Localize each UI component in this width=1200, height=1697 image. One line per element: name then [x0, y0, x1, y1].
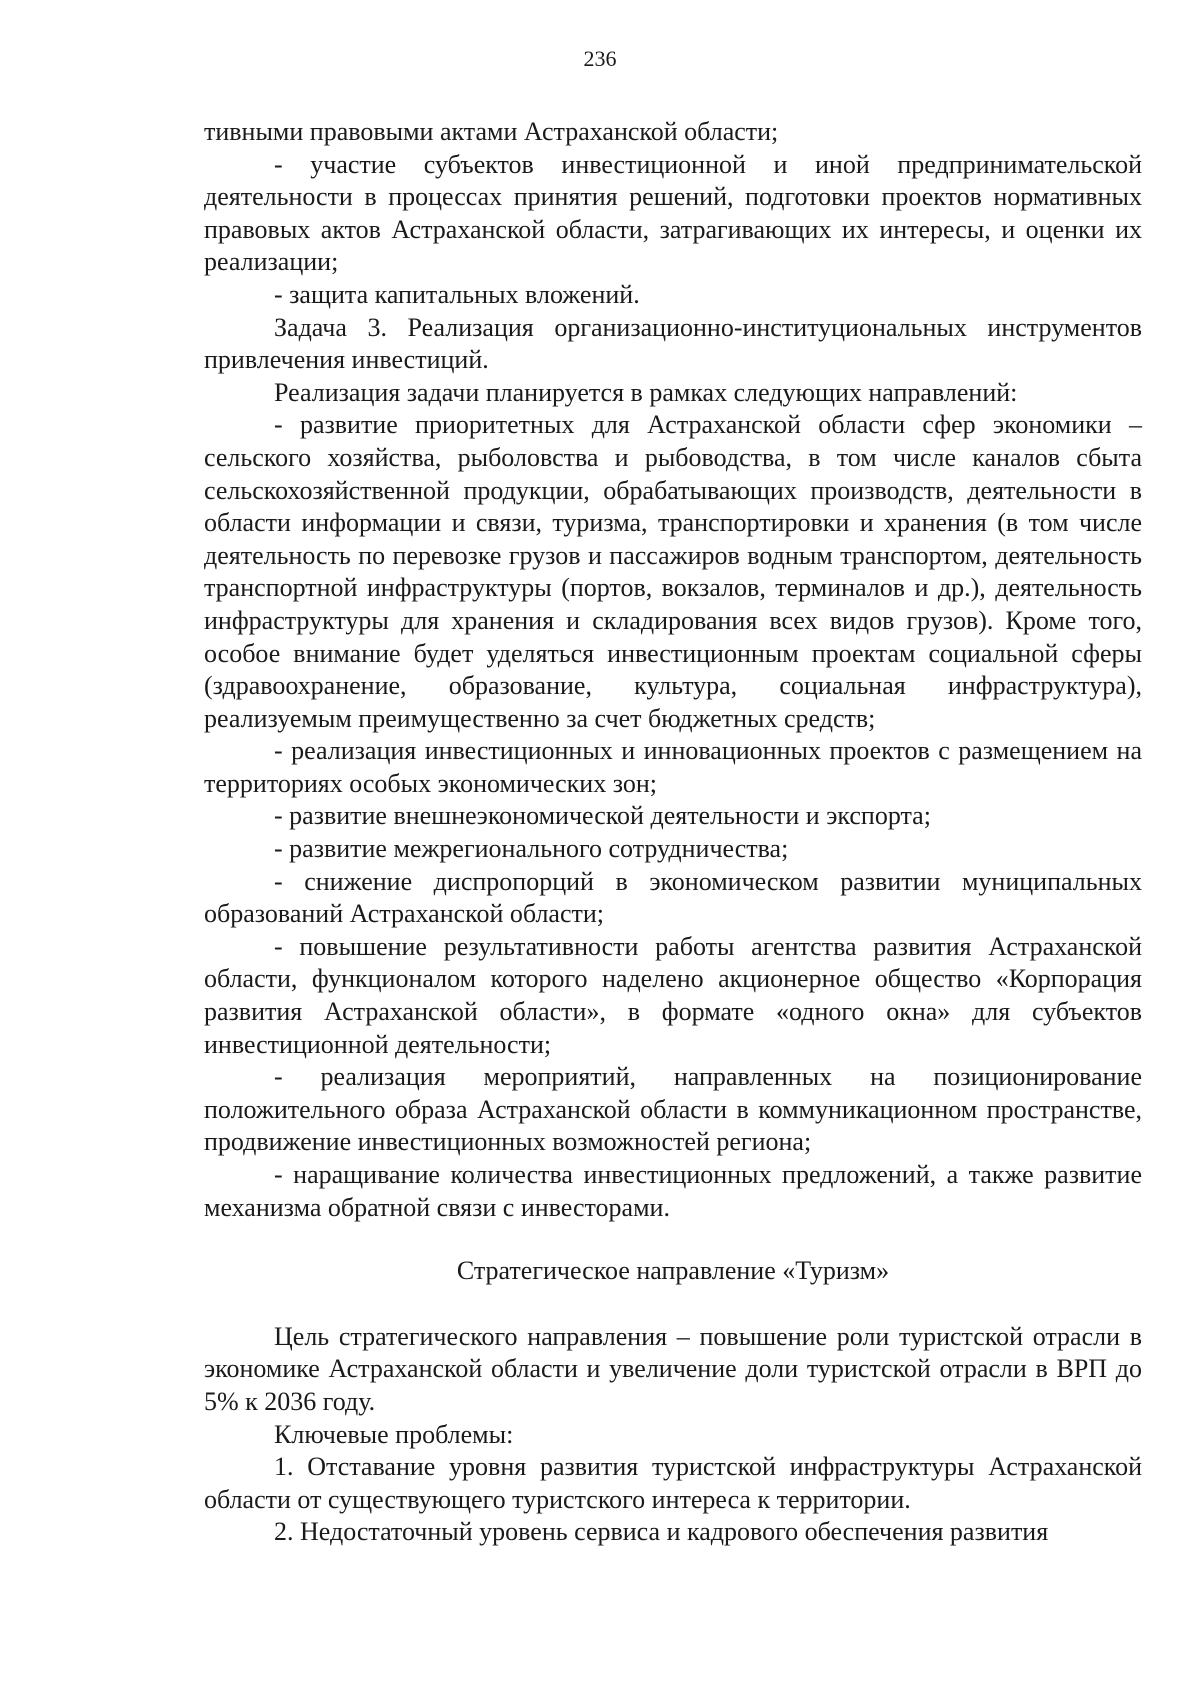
paragraph: - участие субъектов инвестиционной и иной предпринимательской деятельности в процессах принятия решений, подготовки проектов нормативных правовых актов Астраханской области, затрагивающих их интересы, и оценки их реализации;: [204, 149, 1142, 277]
paragraph: 2. Недостаточный уровень сервиса и кадрового обеспечения развития: [274, 1517, 1049, 1547]
paragraph: - защита капитальных вложений.: [274, 279, 640, 309]
paragraph: - развитие внешнеэкономической деятельности и экспорта;: [274, 801, 931, 831]
section-heading: Стратегическое направление «Туризм»: [456, 1256, 890, 1286]
paragraph: Цель стратегического направления – повышение роли туристской отрасли в экономике Астраханской области и увеличение доли туристской отрасли в ВРП до 5% к 2036 году.: [204, 1321, 1142, 1416]
paragraph: - развитие приоритетных для Астраханской области сфер экономики – сельского хозяйства, рыболовства и рыбоводства, в том числе каналов сбыта сельскохозяйственной продукции, обрабатывающих производств, деятельности в области информации и связи, туризма, транспортировки и хранения (в том числе деятельность по перевозке грузов и пассажиров водным транспортом, деятельность транспортной инфраструктуры (портов, вокзалов, терминалов и др.), деятельность инфраструктуры для хранения и складирования всех видов грузов). Кроме того, особое внимание будет уделяться инвестиционным проектам социальной сферы (здравоохранение, образование, культура, социальная инфраструктура), реализуемым преимущественно за счет бюджетных средств;: [204, 410, 1142, 733]
document-body: [204, 116, 1142, 1549]
paragraph: - реализация мероприятий, направленных на позиционирование положительного образа Астраханской области в коммуникационном пространстве, продвижение инвестиционных возможностей региона;: [204, 1062, 1142, 1157]
paragraph: Реализация задачи планируется в рамках следующих направлений:: [274, 377, 1018, 407]
paragraph: - реализация инвестиционных и инновационных проектов с размещением на территориях особых экономических зон;: [204, 736, 1142, 798]
paragraph: 1. Отставание уровня развития туристской инфраструктуры Астраханской области от существующего туристского интереса к территории.: [204, 1452, 1142, 1514]
paragraph: - снижение диспропорций в экономическом развитии муниципальных образований Астраханской области;: [204, 866, 1142, 929]
paragraph: Задача 3. Реализация организационно-институциональных инструментов привлечения инвестиций.: [204, 312, 1142, 375]
paragraph: - наращивание количества инвестиционных предложений, а также развитие механизма обратной связи с инвесторами.: [204, 1160, 1142, 1222]
paragraph: Ключевые проблемы:: [274, 1419, 514, 1449]
page-number: 236: [583, 46, 617, 71]
paragraph: - повышение результативности работы агентства развития Астраханской области, функционалом которого наделено акционерное общество «Корпорация развития Астраханской области», в формате «одного окна» для субъектов инвестиционной деятельности;: [204, 931, 1142, 1059]
paragraph: тивными правовыми актами Астраханской области;: [204, 117, 779, 146]
paragraph: - развитие межрегионального сотрудничества;: [274, 834, 789, 864]
